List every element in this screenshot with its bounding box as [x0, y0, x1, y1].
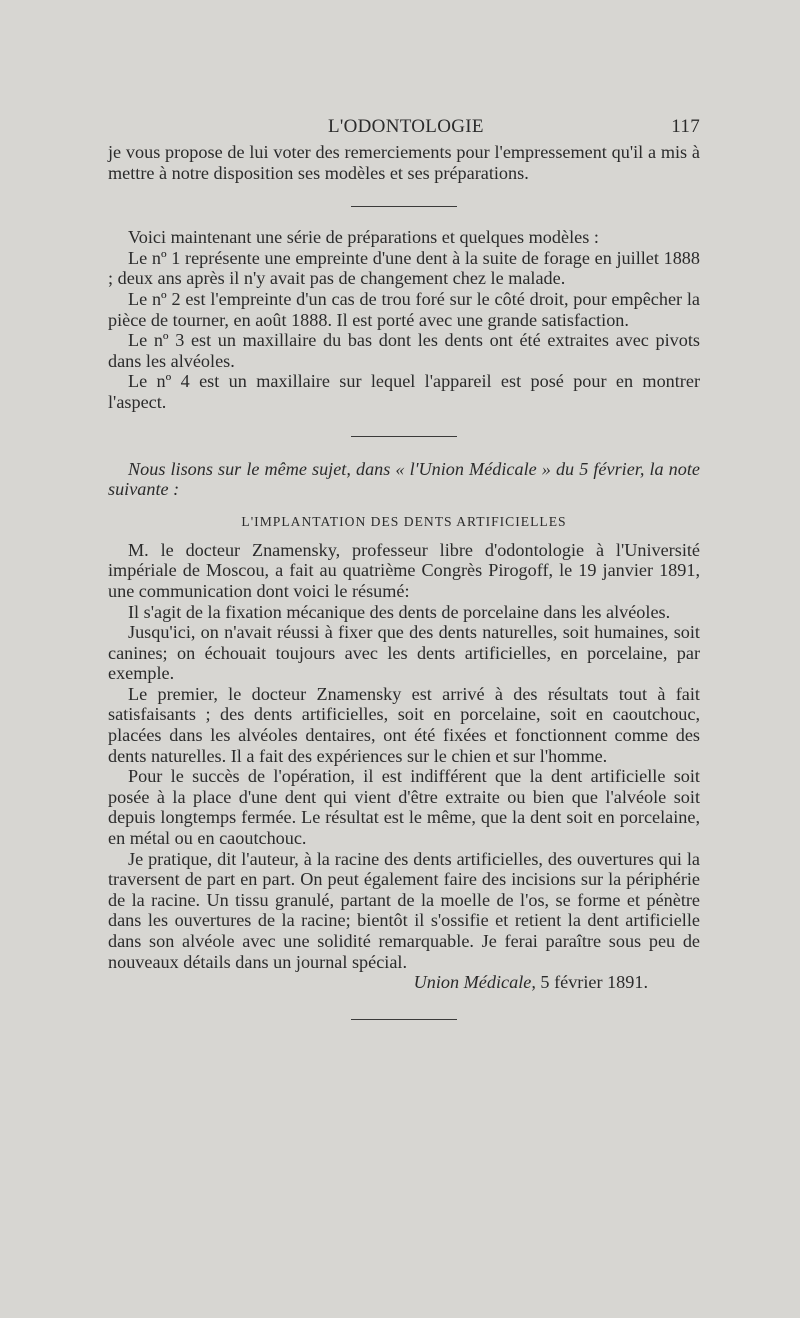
citation-source: Union Médicale,	[413, 972, 536, 993]
article-paragraph: Il s'agit de la fixation mécanique des dents de porcelaine dans les alvéoles.	[128, 601, 671, 622]
journal-title: L'ODONTOLOGIE	[328, 116, 484, 137]
page-number: 117	[671, 116, 700, 137]
article-heading: L'IMPLANTATION DES DENTS ARTIFICIELLES	[241, 513, 567, 529]
citation-date: 5 février 1891.	[540, 972, 648, 993]
article-paragraph: Je pratique, dit l'auteur, à la racine des dents artificielles, des ouvertures qui la traversent de part en part. On peut également faire des incisions sur la périphérie de la racine. Un tissu granulé, partant de la moelle de l'os, se forme et pénètre dans les ouvertures de la racine; bientôt il s'ossifie et retient la dent artificielle dans son alvéole avec une solidité remarquable. Je ferai paraître sous peu de nouveaux détails dans un journal spécial.	[108, 848, 700, 972]
section-divider	[351, 206, 457, 207]
paragraph-model-2: Le nº 2 est l'empreinte d'un cas de trou foré sur le côté droit, pour empêcher la pièce de tourner, en août 1888. Il est porté avec une grande satisfaction.	[108, 288, 700, 330]
section-divider	[351, 1019, 457, 1020]
paragraph-model-4: Le nº 4 est un maxillaire sur lequel l'appareil est posé pour en montrer l'aspect.	[108, 371, 700, 412]
section-divider	[351, 436, 457, 437]
paragraph-model-1: Le nº 1 représente une empreinte d'une dent à la suite de forage en juillet 1888 ; deux ans après il n'y avait pas de changement chez le malade.	[108, 247, 700, 289]
paragraph-model-3: Le nº 3 est un maxillaire du bas dont les dents ont été extraites avec pivots dans les alvéoles.	[108, 330, 700, 371]
paragraph-continued: je vous propose de lui voter des remerciements pour l'empressement qu'il a mis à mettre à notre disposition ses modèles et ses préparations.	[108, 142, 700, 183]
article-paragraph: Pour le succès de l'opération, il est indifférent que la dent artificielle soit posée à la place d'une dent qui vient d'être extraite ou bien que l'alvéole soit depuis longtemps fermée. Le résultat est le même, que la dent soit en porcelaine, en métal ou en caoutchouc.	[108, 766, 700, 849]
paragraph-models-intro: Voici maintenant une série de préparations et quelques modèles :	[128, 227, 599, 248]
article-paragraph: Jusqu'ici, on n'avait réussi à fixer que des dents naturelles, soit humaines, soit canines; on échouait toujours avec les dents artificielles, en porcelaine, par exemple.	[108, 622, 700, 684]
document-page	[108, 112, 700, 1020]
article-intro: Nous lisons sur le même sujet, dans « l'Union Médicale » du 5 février, la note suivante :	[108, 458, 700, 500]
article-paragraph: Le premier, le docteur Znamensky est arrivé à des résultats tout à fait satisfaisants ; des dents artificielles, soit en porcelaine, soit en caoutchouc, placées dans les alvéoles dentaires, ont été fixées et fonctionnent comme des dents naturelles. Il a fait des expériences sur le chien et sur l'homme.	[108, 683, 700, 766]
source-citation	[108, 972, 700, 993]
running-header	[108, 112, 700, 142]
article-paragraph: M. le docteur Znamensky, professeur libre d'odontologie à l'Université impériale de Moscou, a fait au quatrième Congrès Pirogoff, le 19 janvier 1891, une communication dont voici le résumé:	[108, 539, 700, 601]
